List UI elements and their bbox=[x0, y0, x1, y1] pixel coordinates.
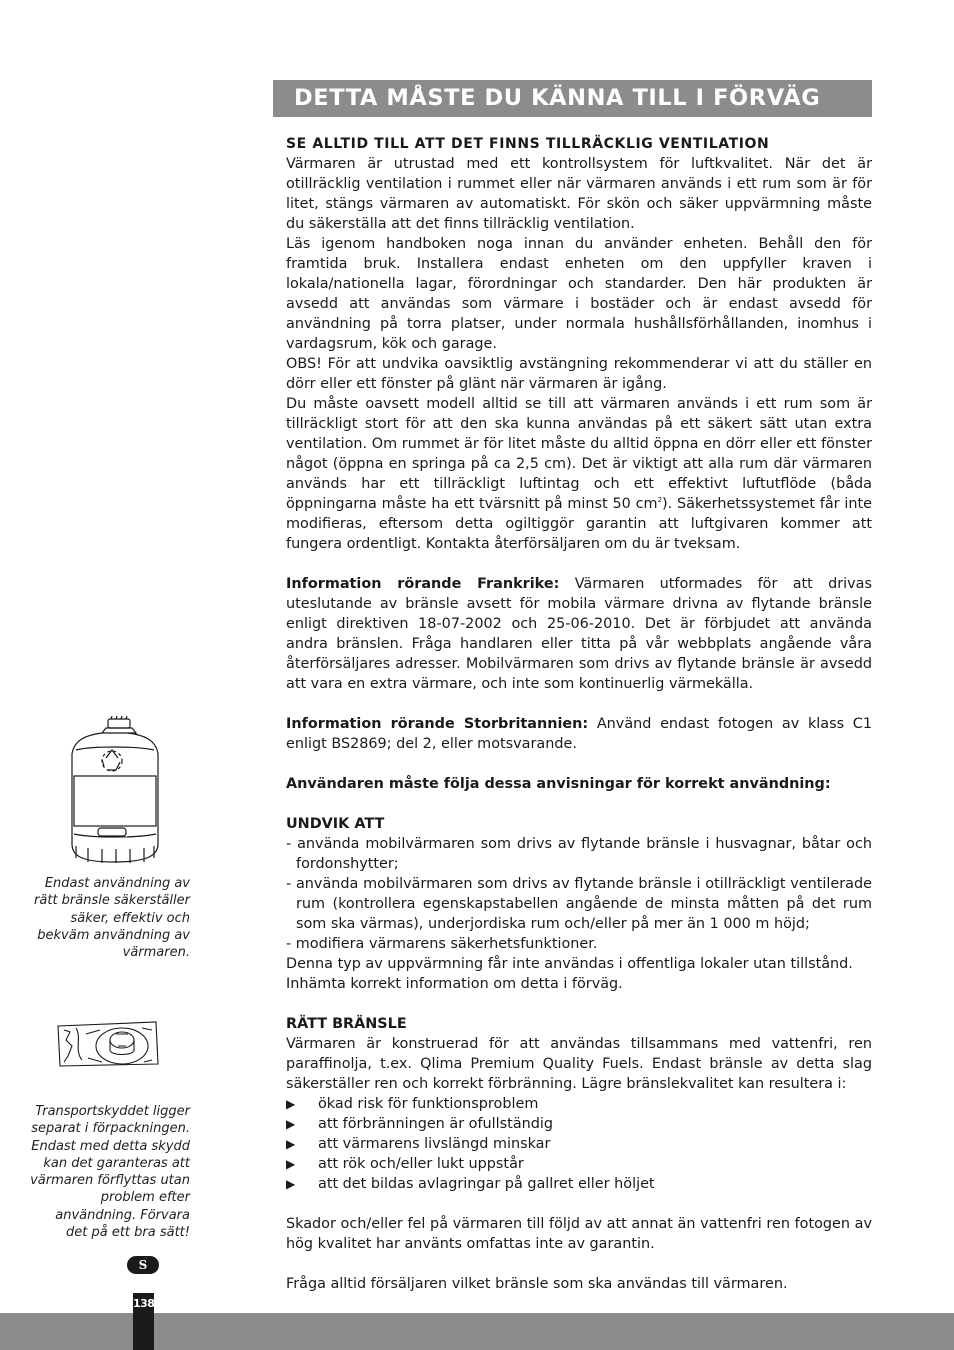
fuel-bullet-text: att rök och/eller lukt uppstår bbox=[318, 1156, 524, 1172]
fuel-canister-icon bbox=[62, 716, 166, 868]
arrow-bullet-icon: ▶ bbox=[286, 1177, 296, 1191]
avoid-item: - använda mobilvärmaren som drivs av flytande bränsle i otillräckligt ventilerade rum (kontrollera egenskapstabellen angående de minsta måtten på det rum som ska värmas), underjordiska rum och/eller på mer än 1 000 m höjd; bbox=[286, 876, 872, 932]
fuel-bullet-text: att det bildas avlagringar på gallret eller höljet bbox=[318, 1176, 655, 1192]
canister-caption: Endast användning av rätt bränsle säkerställer säker, effektiv och bekväm användning av värmaren. bbox=[34, 876, 190, 961]
uk-label: Information rörande Storbritannien: bbox=[286, 716, 589, 732]
ventilation-paragraph-1: Värmaren är utrustad med ett kontrollsystem för luftkvalitet. När det är otillräcklig ventilation i rummet eller när värmaren används i ett rum som är för litet, stängs värmaren av automatiskt. För skön och säker uppvärmning måste du säkerställa att det finns tillräcklig ventilation. bbox=[286, 156, 872, 232]
arrow-bullet-icon: ▶ bbox=[286, 1117, 296, 1131]
fuel-bullet bbox=[286, 1134, 872, 1154]
ventilation-p4-text: Du måste oavsett modell alltid se till att värmaren används i ett rum som är tillräckligt stort för att den ska kunna användas på ett säkert sätt utan extra ventilation. Om rummet är för litet måste du alltid öppna en dörr eller ett fönster något (öppna en springa på ca 2,5 cm). Det är viktigt att alla rum där värmaren används har ett tillräckligt luftintag och ett effektivt luftutflöde (båda öppningarna måste ha ett tvärsnitt på minst 50 cm bbox=[286, 396, 872, 512]
fuel-ask-note: Fråga alltid försäljaren vilket bränsle som ska användas till värmaren. bbox=[286, 1276, 788, 1292]
ventilation-paragraph-3: OBS! För att undvika oavsiktlig avstängning rekommenderar vi att du ställer en dörr eller ett fönster på glänt när värmaren är igång. bbox=[286, 356, 872, 392]
transport-caption: Transportskyddet ligger separat i förpackningen. Endast med detta skydd kan det garanteras att värmaren förflyttas utan problem efter användning. Förvara det på ett bra sätt! bbox=[30, 1104, 190, 1241]
ventilation-heading: SE ALLTID TILL ATT DET FINNS TILLRÄCKLIG VENTILATION bbox=[286, 136, 770, 152]
fuel-bullet-text: att förbränningen är ofullständig bbox=[318, 1116, 554, 1132]
fuel-bullet bbox=[286, 1174, 872, 1194]
ventilation-paragraph-2: Läs igenom handboken noga innan du använder enheten. Behåll den för framtida bruk. Installera endast enheten om den uppfyller kraven i lokala/nationella lagar, förordningar och standarder. Den här produkten är avsedd att användas som värmare i bostäder och är endast avsedd för användning på torra platser, under normala hushållsförhållanden, inomhus i vardagsrum, kök och garage. bbox=[286, 236, 872, 352]
arrow-bullet-icon: ▶ bbox=[286, 1097, 296, 1111]
main-content bbox=[286, 134, 872, 1294]
fuel-bullet-text: att värmarens livslängd minskar bbox=[318, 1136, 551, 1152]
transport-protection-icon bbox=[56, 1020, 160, 1070]
language-badge: S bbox=[127, 1256, 159, 1274]
ventilation-p4-end: ). Säkerhetssystemet får inte modifieras, eftersom detta ogiltiggör garantin att luftgivaren kommer att fungera ordentligt. Kontakta återförsäljaren om du är tveksam. bbox=[286, 496, 873, 552]
fuel-bullet bbox=[286, 1154, 872, 1174]
superscript-2: 2 bbox=[657, 496, 663, 505]
arrow-bullet-icon: ▶ bbox=[286, 1137, 296, 1151]
avoid-item: - använda mobilvärmaren som drivs av flytande bränsle i husvagnar, båtar och fordonshytter; bbox=[286, 836, 872, 872]
france-text: Värmaren utformades för att drivas uteslutande av bränsle avsett för mobila värmare drivna av flytande bränsle enligt direktiven 18-07-2002 och 25-06-2010. Det är förbjudet att använda andra bränslen. Fråga handlaren eller titta på vår webbplats angående våra återförsäljares adresser. Mobilvärmaren som drivs av flytande bränsle är avsedd att vara en extra värmare, och inte som kontinuerlig värmekälla. bbox=[286, 576, 872, 692]
avoid-heading: UNDVIK ATT bbox=[286, 816, 385, 832]
instructions-heading: Användaren måste följa dessa anvisningar för korrekt användning: bbox=[286, 776, 831, 792]
fuel-intro: Värmaren är konstruerad för att användas tillsammans med vattenfri, ren paraffinolja, t.ex. Qlima Premium Quality Fuels. Endast bränsle av detta slag säkerställer ren och korrekt förbränning. Lägre bränslekvalitet kan resultera i: bbox=[286, 1036, 872, 1092]
title-bar bbox=[273, 80, 872, 117]
uk-text: Använd endast fotogen av klass C1 enligt BS2869; del 2, eller motsvarande. bbox=[286, 716, 872, 752]
ventilation-paragraph-4 bbox=[286, 394, 872, 554]
avoid-note: Denna typ av uppvärmning får inte användas i offentliga lokaler utan tillstånd. Inhämta korrekt information om detta i förväg. bbox=[286, 956, 853, 992]
fuel-damage-note: Skador och/eller fel på värmaren till följd av att annat än vattenfri ren fotogen av hög kvalitet har använts omfattas inte av garantin. bbox=[286, 1216, 872, 1252]
fuel-bullet bbox=[286, 1114, 872, 1134]
page-title: DETTA MÅSTE DU KÄNNA TILL I FÖRVÄG bbox=[294, 85, 821, 111]
fuel-heading: RÄTT BRÄNSLE bbox=[286, 1016, 407, 1032]
fuel-bullet-text: ökad risk för funktionsproblem bbox=[318, 1096, 539, 1112]
page-number: 138 bbox=[133, 1297, 155, 1310]
france-label: Information rörande Frankrike: bbox=[286, 576, 560, 592]
uk-info bbox=[286, 714, 872, 754]
france-info bbox=[286, 574, 872, 694]
arrow-bullet-icon: ▶ bbox=[286, 1157, 296, 1171]
avoid-item: - modifiera värmarens säkerhetsfunktioner. bbox=[286, 936, 598, 952]
fuel-bullet bbox=[286, 1094, 872, 1114]
